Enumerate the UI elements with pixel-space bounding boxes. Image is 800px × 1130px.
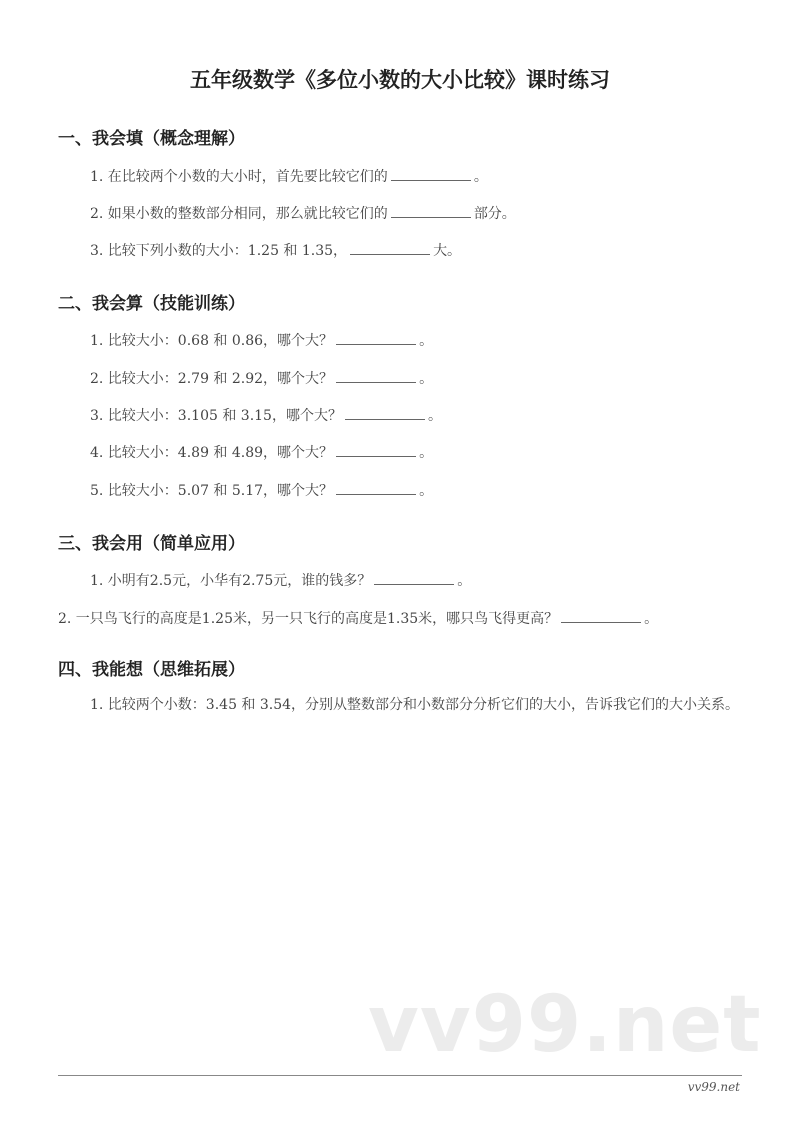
section-heading: 三、我会用（简单应用） [58,534,245,554]
question-text: 1. 小明有2.5元，小华有2.75元，谁的钱多？ [90,573,372,589]
question-text: 2. 一只鸟飞行的高度是1.25米，另一只飞行的高度是1.35米，哪只鸟飞得更高？ [58,611,559,627]
answer-blank[interactable] [350,240,430,255]
question-text: 1. 在比较两个小数的大小时，首先要比较它们的 [90,169,388,185]
answer-blank[interactable] [561,608,641,623]
answer-blank[interactable] [336,330,416,345]
page-title: 五年级数学《多位小数的大小比较》课时练习 [190,68,610,92]
answer-blank[interactable] [391,166,471,181]
question-text: 1. 比较大小：0.68 和 0.86，哪个大？ [90,333,334,349]
question-text: 1. 比较两个小数：3.45 和 3.54，分别从整数部分和小数部分分析它们的大小，告诉我它们的大小关系。 [90,697,740,713]
question [90,570,471,590]
question-text: 。 [457,573,472,589]
question [58,608,658,628]
footer-divider [58,1075,742,1076]
question [90,368,433,388]
question-text: 大。 [433,243,462,259]
section-heading: 一、我会填（概念理解） [58,129,245,149]
question-text: 3. 比较大小：3.105 和 3.15，哪个大？ [90,408,342,424]
answer-blank[interactable] [336,480,416,495]
footer-text: vv99.net [687,1080,740,1094]
section-heading: 四、我能想（思维拓展） [58,660,245,680]
question [90,480,433,500]
question-text: 。 [473,169,488,185]
question [90,240,461,260]
question-text: 。 [644,611,659,627]
answer-blank[interactable] [336,368,416,383]
question-text: 部分。 [473,206,516,222]
answer-blank[interactable] [336,442,416,457]
question [90,166,488,186]
question-text: 5. 比较大小：5.07 和 5.17，哪个大？ [90,483,334,499]
question [90,203,516,223]
question [90,405,442,425]
question-text: 。 [419,333,434,349]
question-text: 。 [419,445,434,461]
question-text: 。 [427,408,442,424]
answer-blank[interactable] [345,405,425,420]
watermark: vv99.net [368,980,762,1070]
question-text: 4. 比较大小：4.89 和 4.89，哪个大？ [90,445,334,461]
answer-blank[interactable] [391,203,471,218]
section-heading: 二、我会算（技能训练） [58,294,245,314]
question-text: 3. 比较下列小数的大小：1.25 和 1.35， [90,243,348,259]
question [90,442,433,462]
answer-blank[interactable] [374,570,454,585]
question-text: 2. 如果小数的整数部分相同，那么就比较它们的 [90,206,388,222]
question-text: 。 [419,371,434,387]
question-text: 。 [419,483,434,499]
question [90,330,433,350]
question-text: 2. 比较大小：2.79 和 2.92，哪个大？ [90,371,334,387]
